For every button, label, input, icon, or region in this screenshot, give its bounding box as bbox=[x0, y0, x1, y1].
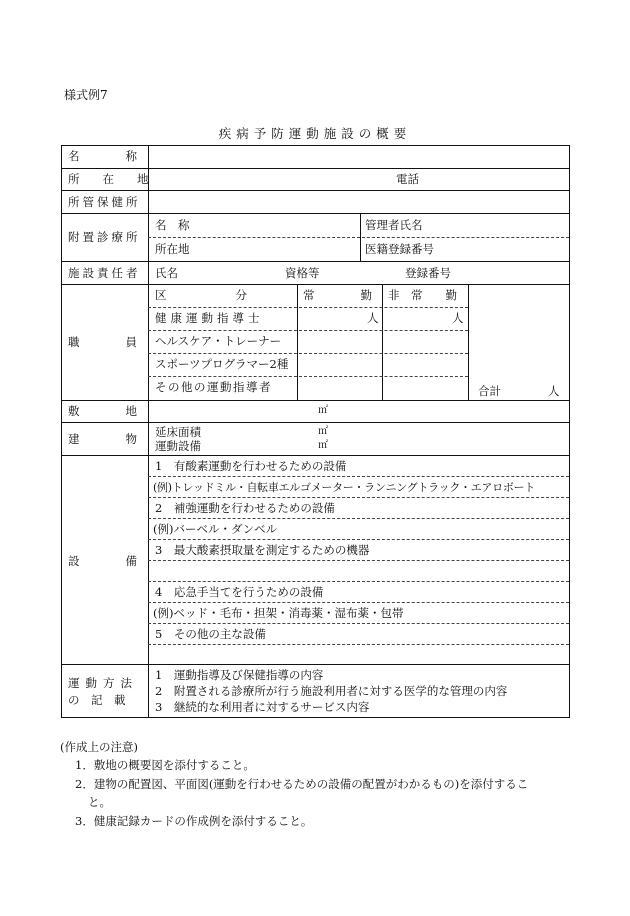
form-number: 様式例7 bbox=[64, 88, 108, 102]
staff-dashed-line bbox=[148, 353, 468, 354]
note-item: 2．建物の配置図、平面図(運動を行わせるための設備の配置がわかるもの)を添付するこ bbox=[75, 777, 529, 791]
staff-category-header: 区 分 bbox=[155, 288, 247, 302]
row-line bbox=[61, 213, 570, 214]
equipment-dashed-line bbox=[148, 602, 569, 603]
row-line bbox=[61, 284, 570, 285]
methods-label-line1: 運動方法 bbox=[68, 676, 138, 690]
row-line bbox=[61, 168, 570, 169]
note-item: 3．健康記録カードの作成例を添付すること。 bbox=[75, 814, 313, 828]
equipment-item5-heading: 5 その他の主な設備 bbox=[155, 627, 266, 641]
table-border-left bbox=[61, 145, 62, 718]
responsible-registration-label: 登録番号 bbox=[405, 266, 451, 280]
row-line bbox=[61, 664, 570, 665]
staff-category-row: その他の運動指導者 bbox=[155, 380, 272, 394]
clinic-name-label: 名 称 bbox=[155, 218, 190, 232]
note-item: 1．敷地の概要図を添付すること。 bbox=[75, 758, 255, 772]
methods-item: 3 継続的な利用者に対するサービス内容 bbox=[155, 700, 370, 714]
clinic-manager-label: 管理者氏名 bbox=[365, 218, 423, 232]
equipment-dashed-line bbox=[148, 581, 569, 582]
row-line bbox=[61, 400, 570, 401]
site-unit: ㎡ bbox=[318, 405, 328, 416]
staff-total-unit: 人 bbox=[548, 384, 560, 398]
site-label: 敷 地 bbox=[68, 404, 137, 418]
name-label: 名 称 bbox=[68, 149, 137, 163]
staff-column-divider bbox=[297, 284, 298, 400]
exercise-facility-unit: ㎡ bbox=[318, 440, 328, 451]
equipment-item3-heading: 3 最大酸素摂取量を測定するための機器 bbox=[155, 543, 370, 557]
clinic-dashed-line bbox=[148, 237, 569, 238]
staff-dashed-line bbox=[148, 330, 468, 331]
equipment-item2-heading: 2 補強運動を行わせるための設備 bbox=[155, 501, 335, 515]
exercise-facility-label: 運動設備 bbox=[155, 439, 201, 453]
methods-item: 2 附置される診療所が行う施設利用者に対する医学的な管理の内容 bbox=[155, 684, 508, 698]
methods-item: 1 運動指導及び保健指導の内容 bbox=[155, 668, 324, 682]
equipment-dashed-line bbox=[148, 539, 569, 540]
staff-dashed-line bbox=[148, 376, 468, 377]
equipment-dashed-line bbox=[148, 560, 569, 561]
address-label: 所 在 地 bbox=[68, 172, 149, 186]
equipment-item4-example: (例)ベッド・毛布・担架・消毒薬・湿布薬・包帯 bbox=[153, 606, 404, 620]
methods-label-line2: の 記 載 bbox=[68, 693, 126, 707]
equipment-dashed-line bbox=[148, 518, 569, 519]
phone-label: 電話 bbox=[396, 172, 419, 186]
fulltime-unit: 人 bbox=[367, 311, 379, 325]
table-border-bottom bbox=[61, 717, 570, 718]
row-line bbox=[61, 190, 570, 191]
equipment-dashed-line bbox=[148, 644, 569, 645]
responsible-name-label: 氏名 bbox=[155, 266, 178, 280]
equipment-item1-heading: 1 有酸素運動を行わせるための設備 bbox=[155, 459, 347, 473]
staff-category-row: スポーツプログラマー2種 bbox=[155, 357, 289, 371]
floor-area-unit: ㎡ bbox=[318, 426, 328, 437]
staff-column-divider bbox=[382, 284, 383, 400]
building-label: 建 物 bbox=[68, 432, 137, 446]
equipment-dashed-line bbox=[148, 623, 569, 624]
document-title: 疾病予防運動施設の概要 bbox=[218, 126, 412, 141]
parttime-unit: 人 bbox=[452, 311, 464, 325]
clinic-label: 附置診療所 bbox=[68, 230, 141, 244]
health-center-label: 所管保健所 bbox=[68, 195, 141, 209]
label-column-divider bbox=[148, 145, 149, 718]
floor-area-label: 延床面積 bbox=[155, 425, 201, 439]
staff-category-row: 健康運動指導士 bbox=[155, 311, 264, 325]
staff-total-label: 合計 bbox=[478, 384, 501, 398]
clinic-column-divider bbox=[360, 213, 361, 261]
clinic-registration-label: 医籍登録番号 bbox=[365, 242, 434, 256]
equipment-item2-example: (例)バーベル・ダンベル bbox=[153, 522, 278, 536]
note-item-continuation: と。 bbox=[88, 795, 111, 809]
responsible-qualification-label: 資格等 bbox=[285, 266, 320, 280]
row-line bbox=[61, 422, 570, 423]
equipment-label: 設 備 bbox=[68, 554, 137, 568]
staff-label: 職 員 bbox=[68, 335, 137, 349]
table-border-right bbox=[569, 145, 570, 718]
staff-dashed-line bbox=[148, 307, 468, 308]
equipment-dashed-line bbox=[148, 476, 569, 477]
responsible-person-label: 施設責任者 bbox=[68, 266, 141, 280]
row-line bbox=[61, 455, 570, 456]
equipment-item4-heading: 4 応急手当てを行うための設備 bbox=[155, 585, 324, 599]
staff-parttime-header: 非 常 勤 bbox=[388, 288, 457, 302]
staff-category-row: ヘルスケア・トレーナー bbox=[155, 334, 282, 348]
staff-fulltime-header: 常 勤 bbox=[303, 288, 372, 302]
clinic-address-label: 所在地 bbox=[155, 242, 190, 256]
table-border-top bbox=[61, 145, 570, 146]
row-line bbox=[61, 261, 570, 262]
equipment-item1-example: (例)トレッドミル・自転車エルゴメーター・ランニングトラック・エアロボート bbox=[153, 481, 535, 494]
equipment-dashed-line bbox=[148, 497, 569, 498]
notes-heading: (作成上の注意) bbox=[60, 740, 138, 754]
staff-column-divider bbox=[468, 284, 469, 400]
